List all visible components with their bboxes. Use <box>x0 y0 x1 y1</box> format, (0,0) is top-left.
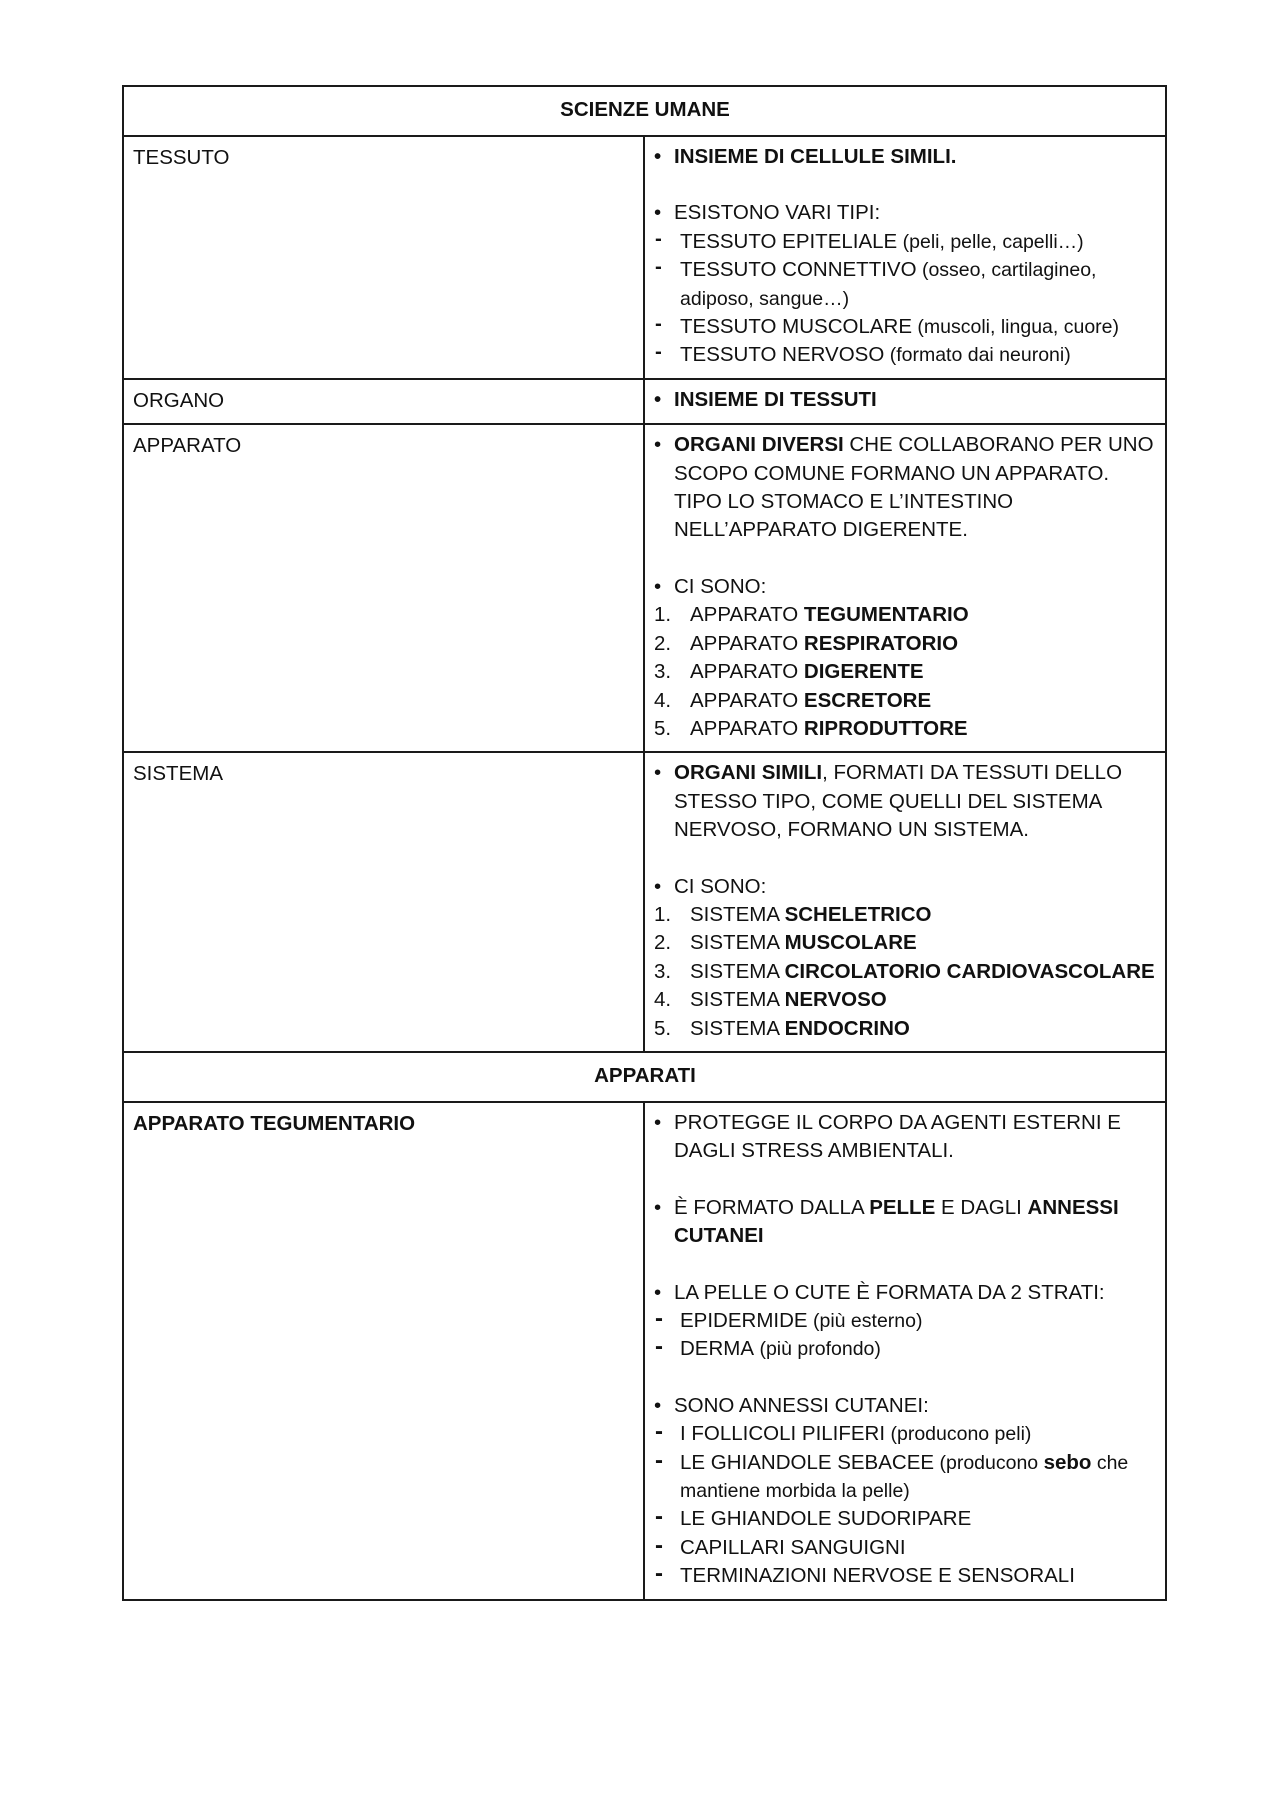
bullet-item: • LA PELLE O CUTE È FORMATA DA 2 STRATI: <box>654 1279 1157 1307</box>
table-row <box>123 424 1166 752</box>
dash-item: - LE GHIANDOLE SUDORIPARE <box>654 1505 1157 1533</box>
numbered-item: 3. APPARATO DIGERENTE <box>654 660 924 684</box>
numbered-item: 4. SISTEMA NERVOSO <box>654 988 887 1012</box>
term-sistema: SISTEMA <box>123 752 644 1052</box>
bullet-item: • CI SONO: <box>654 873 1157 901</box>
dash-item: - TERMINAZIONI NERVOSE E SENSORALI <box>654 1562 1157 1590</box>
table-title: SCIENZE UMANE <box>123 86 1166 136</box>
table-row <box>123 379 1166 424</box>
term-apparato: APPARATO <box>123 424 644 752</box>
section-row <box>123 1052 1166 1102</box>
bullet-item: • CI SONO: <box>654 573 1157 601</box>
definition-apparato-tegumentario <box>644 1102 1166 1600</box>
bullet-item: • ORGANI SIMILI, FORMATI DA TESSUTI DELLO STESSO TIPO, COME QUELLI DEL SISTEMA NERVOSO, FORMANO UN SISTEMA. <box>654 759 1157 844</box>
dash-item: - TESSUTO NERVOSO (formato dai neuroni) <box>654 341 1157 369</box>
table-row <box>123 1102 1166 1600</box>
dash-item: - TESSUTO EPITELIALE (peli, pelle, capelli…) <box>654 228 1157 256</box>
dash-item: - DERMA (più profondo) <box>654 1335 1157 1363</box>
term-organo: ORGANO <box>123 379 644 424</box>
dash-item: - EPIDERMIDE (più esterno) <box>654 1307 1157 1335</box>
title-row <box>123 86 1166 136</box>
table-row <box>123 752 1166 1052</box>
numbered-item: 5. APPARATO RIPRODUTTORE <box>654 716 968 740</box>
numbered-item: 4. APPARATO ESCRETORE <box>654 688 932 712</box>
numbered-item: 1. SISTEMA SCHELETRICO <box>654 902 932 926</box>
bullet-item: • SONO ANNESSI CUTANEI: <box>654 1392 1157 1420</box>
dash-item: - LE GHIANDOLE SEBACEE (producono sebo che mantiene morbida la pelle) <box>654 1449 1157 1506</box>
bullet-item: • PROTEGGE IL CORPO DA AGENTI ESTERNI E DAGLI STRESS AMBIENTALI. <box>654 1109 1157 1166</box>
section-title: APPARATI <box>123 1052 1166 1102</box>
dash-item: - CAPILLARI SANGUIGNI <box>654 1534 1157 1562</box>
table-row <box>123 136 1166 379</box>
numbered-item: 2. SISTEMA MUSCOLARE <box>654 931 917 955</box>
bullet-item: • ORGANI DIVERSI CHE COLLABORANO PER UNO SCOPO COMUNE FORMANO UN APPARATO. TIPO LO STOMACO E L’INTESTINO NELL’APPARATO DIGERENTE. <box>654 431 1157 545</box>
dash-item: - TESSUTO CONNETTIVO (osseo, cartilagineo, adiposo, sangue…) <box>654 256 1157 313</box>
bullet-item: • ESISTONO VARI TIPI: <box>654 199 1157 227</box>
bullet-item: • INSIEME DI CELLULE SIMILI. <box>654 143 1157 171</box>
bullet-item: • È FORMATO DALLA PELLE E DAGLI ANNESSI CUTANEI <box>654 1194 1157 1251</box>
numbered-item: 2. APPARATO RESPIRATORIO <box>654 631 959 655</box>
bullet-item: • INSIEME DI TESSUTI <box>654 386 1157 414</box>
term-tessuto: TESSUTO <box>123 136 644 379</box>
definition-organo <box>644 379 1166 424</box>
term-apparato-tegumentario: APPARATO TEGUMENTARIO <box>123 1102 644 1600</box>
numbered-item: 3. SISTEMA CIRCOLATORIO CARDIOVASCOLARE <box>654 959 1155 983</box>
definition-sistema <box>644 752 1166 1052</box>
definition-tessuto <box>644 136 1166 379</box>
notes-table <box>122 85 1167 1601</box>
numbered-item: 5. SISTEMA ENDOCRINO <box>654 1016 910 1040</box>
dash-item: - I FOLLICOLI PILIFERI (producono peli) <box>654 1420 1157 1448</box>
numbered-item: 1. APPARATO TEGUMENTARIO <box>654 603 969 627</box>
definition-apparato <box>644 424 1166 752</box>
dash-item: - TESSUTO MUSCOLARE (muscoli, lingua, cuore) <box>654 313 1157 341</box>
